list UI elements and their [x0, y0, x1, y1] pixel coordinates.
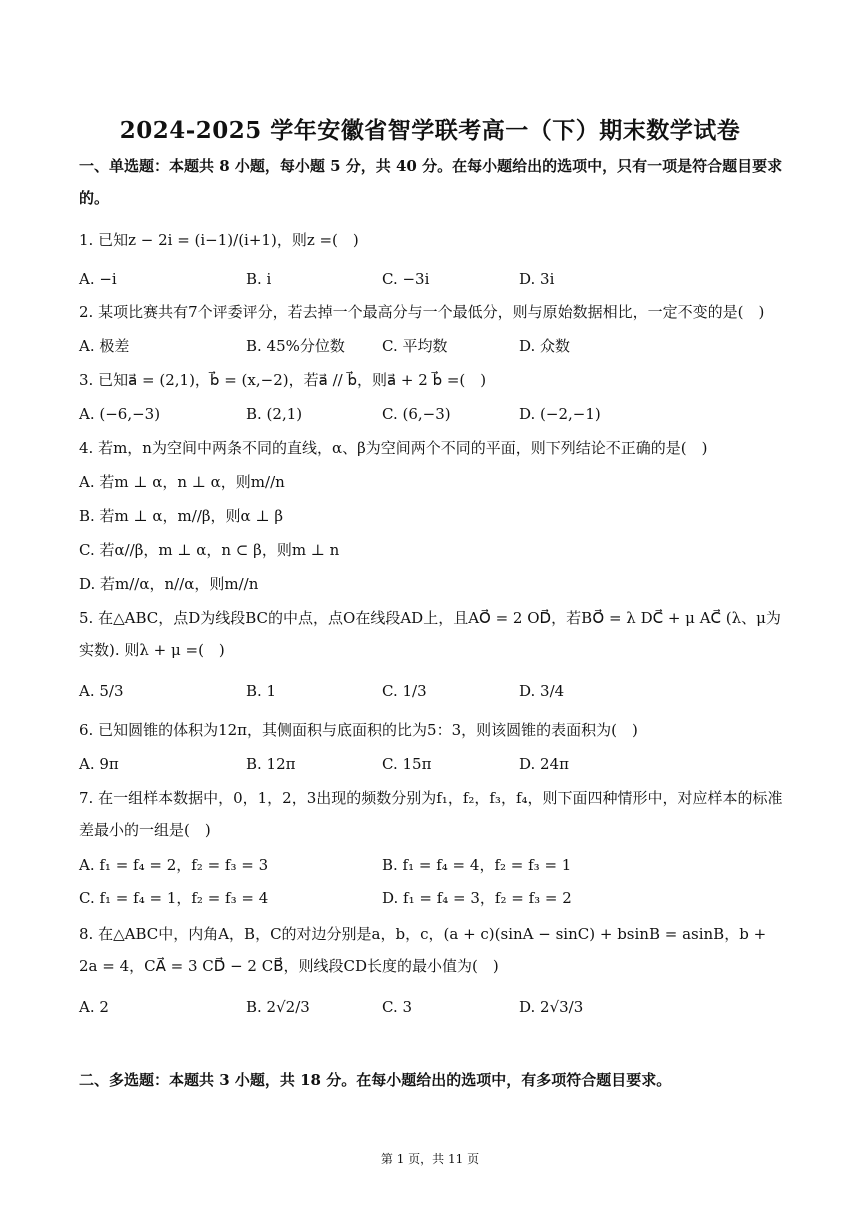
question-2-stem: 2. 某项比赛共有7个评委评分，若去掉一个最高分与一个最低分，则与原始数据相比，一定不变的是( ): [79, 303, 765, 321]
question-1-option-b: B. i: [246, 270, 272, 288]
question-6-option-d: D. 24π: [519, 755, 569, 773]
question-4-option-a: A. 若m ⊥ α，n ⊥ α，则m//n: [79, 473, 285, 491]
question-1-options: [79, 264, 799, 294]
question-3-options: [79, 399, 799, 429]
question-4-option-b: B. 若m ⊥ α，m//β，则α ⊥ β: [79, 507, 284, 525]
question-8-option-c: C. 3: [382, 998, 413, 1016]
question-4-option-d: D. 若m//α，n//α，则m//n: [79, 575, 259, 593]
question-5-option-c: C. 1/3: [382, 682, 427, 700]
question-7-options-row-2: [79, 883, 799, 913]
question-3-option-a: A. (−6,−3): [79, 405, 161, 423]
question-5-option-b: B. 1: [246, 682, 277, 700]
question-8-option-d: D. 2√3/3: [519, 998, 584, 1016]
question-1-option-c: C. −3i: [382, 270, 430, 288]
question-4-option-c: C. 若α//β，m ⊥ α，n ⊂ β，则m ⊥ n: [79, 541, 340, 559]
question-6-option-b: B. 12π: [246, 755, 296, 773]
page-title: 2024-2025 学年安徽省智学联考高一（下）期末数学试卷: [119, 117, 741, 144]
question-2-option-a: A. 极差: [79, 337, 130, 355]
question-4-stem: 4. 若m，n为空间中两条不同的直线，α、β为空间两个不同的平面，则下列结论不正确的是( ): [79, 439, 708, 457]
question-7-option-d: D. f₁ = f₄ = 3，f₂ = f₃ = 2: [382, 889, 572, 907]
question-2-option-b: B. 45%分位数: [246, 337, 345, 355]
question-2-option-d: D. 众数: [519, 337, 571, 355]
question-3-stem: 3. 已知a⃗ = (2,1)，b⃗ = (x,−2)，若a⃗ // b⃗，则a⃗ + 2 b⃗ =( ): [79, 371, 487, 389]
section-heading-single-choice: 一、单选题：本题共 8 小题，每小题 5 分，共 40 分。在每小题给出的选项中，只有一项是符合题目要求的。: [79, 157, 783, 207]
question-6-stem: 6. 已知圆锥的体积为12π，其侧面积与底面积的比为5：3，则该圆锥的表面积为( ): [79, 721, 638, 739]
question-6-option-c: C. 15π: [382, 755, 432, 773]
question-7-option-c: C. f₁ = f₄ = 1，f₂ = f₃ = 4: [79, 889, 269, 907]
question-7-option-a: A. f₁ = f₄ = 2，f₂ = f₃ = 3: [79, 856, 269, 874]
page-footer: 第 1 页，共 11 页: [380, 1152, 480, 1166]
question-1-stem: 1. 已知z − 2i = (i−1)/(i+1)，则z =( ): [79, 231, 359, 249]
question-5-option-a: A. 5/3: [79, 682, 124, 700]
question-3-option-d: D. (−2,−1): [519, 405, 601, 423]
question-1-option-d: D. 3i: [519, 270, 555, 288]
question-7-options-row-1: [79, 850, 799, 880]
question-1-option-a: A. −i: [79, 270, 117, 288]
question-7-option-b: B. f₁ = f₄ = 4，f₂ = f₃ = 1: [382, 856, 572, 874]
question-3-option-b: B. (2,1): [246, 405, 303, 423]
question-8-option-a: A. 2: [79, 998, 109, 1016]
question-5-options: [79, 676, 799, 706]
question-7-stem: 7. 在一组样本数据中，0，1，2，3出现的频数分别为f₁，f₂，f₃，f₄，则下面四种情形中，对应样本的标准差最小的一组是( ): [79, 789, 783, 839]
question-5-stem: 5. 在△ABC，点D为线段BC的中点，点O在线段AD上，且AO⃗ = 2 OD⃗，若BO⃗ = λ DC⃗ + μ AC⃗ (λ、μ为实数). 则λ + μ =( ): [79, 609, 781, 659]
question-3-option-c: C. (6,−3): [382, 405, 451, 423]
question-8-options: [79, 992, 799, 1022]
question-8-option-b: B. 2√2/3: [246, 998, 310, 1016]
question-5-option-d: D. 3/4: [519, 682, 565, 700]
section-heading-multiple-choice: 二、多选题：本题共 3 小题，共 18 分。在每小题给出的选项中，有多项符合题目要求。: [79, 1071, 672, 1089]
question-2-options: [79, 331, 799, 361]
question-8-stem: 8. 在△ABC中，内角A，B，C的对边分别是a，b，c，(a + c)(sinA − sinC) + bsinB = asinB，b + 2a = 4，CA⃗ = 3 CD⃗ − 2 CB⃗，则线段CD长度的最小值为( ): [79, 925, 767, 975]
question-6-option-a: A. 9π: [79, 755, 119, 773]
question-6-options: [79, 749, 799, 779]
question-2-option-c: C. 平均数: [382, 337, 448, 355]
